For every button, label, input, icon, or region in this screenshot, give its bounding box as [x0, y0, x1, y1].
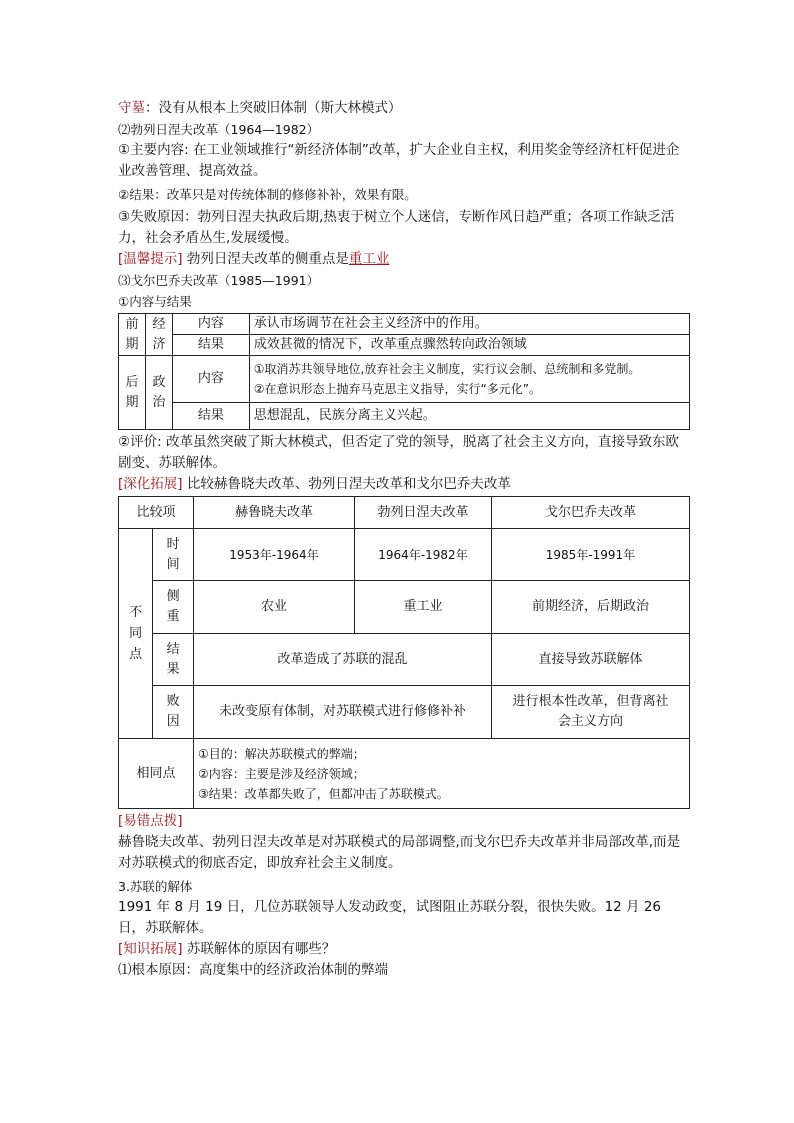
section-heading: ⑶戈尔巴乔夫改革（1985—1991）: [118, 273, 320, 288]
cell-time-a: 1953年-1964年: [194, 529, 355, 581]
cell-result-label: 结果: [153, 634, 194, 686]
cell-result-c: 直接导致苏联解体: [492, 634, 690, 686]
cell-same-content: ①目的：解决苏联模式的弊端； ②内容：主要是涉及经济领域； ③结果：改革都失败了，但都冲击了苏联模式。: [194, 739, 690, 809]
document-page: [118, 98, 690, 981]
cell-time-b: 1964年-1982年: [355, 529, 492, 581]
cell-result-label: 结果: [173, 335, 250, 356]
cell-content-label: 内容: [173, 314, 250, 335]
cell-focus-label: 侧重: [153, 581, 194, 634]
cell-fail-label: 败因: [153, 686, 194, 739]
header-gorbachev: 戈尔巴乔夫改革: [492, 497, 690, 529]
tip-line: [温馨提示] 勃列日涅夫改革的侧重点是重工业: [118, 251, 390, 267]
paragraph: ②结果：改革只是对传统体制的修修补补，效果有限。: [118, 187, 417, 202]
cell-early: 前期: [119, 314, 146, 356]
cell-late: 后期: [119, 356, 146, 430]
tag-label: [易错点拨]: [118, 813, 183, 829]
cell-fail-ab: 未改变原有体制，对苏联模式进行修修补补: [194, 686, 492, 739]
cell-time-label: 时间: [153, 529, 194, 581]
header-item: 比较项: [119, 497, 194, 529]
cell-result-label: 结果: [173, 403, 250, 430]
cell-focus-c: 前期经济，后期政治: [492, 581, 690, 634]
underlined-answer: 重工业: [348, 251, 390, 267]
cell-econ-result: 成效甚微的情况下，改革重点骤然转向政治领域: [249, 335, 689, 356]
gorbachev-table: [118, 313, 690, 430]
cell-pol-content: ①取消苏共领导地位,放弃社会主义制度，实行议会制、总统制和多党制。 ②在意识形态上抛弃马克思主义指导，实行“多元化”。: [249, 356, 689, 403]
paragraph: 赫鲁晓夫改革、勃列日涅夫改革是对苏联模式的局部调整,而戈尔巴乔夫改革并非局部改革,而是对苏联模式的彻底否定，即放弃社会主义制度。: [118, 834, 681, 871]
section-heading: 3.苏联的解体: [118, 879, 193, 894]
tag-label: 守墓: [118, 100, 145, 116]
tag-line: [118, 811, 690, 832]
cell-same-label: 相同点: [119, 739, 194, 809]
cell-politics: 政治: [146, 356, 173, 430]
cell-economy: 经济: [146, 314, 173, 356]
cell-content-label: 内容: [173, 356, 250, 403]
sub-heading: ①内容与结果: [118, 294, 192, 309]
paragraph: 1991 年 8 月 19 日，几位苏联领导人发动政变，试图阻止苏联分裂，很快失败。12 月 26 日，苏联解体。: [118, 899, 662, 936]
paragraph: ①主要内容: 在工业领域推行“新经济体制”改革，扩大企业自主权，利用奖金等经济杠杆促进企业改善管理、提高效益。: [118, 142, 680, 179]
section-heading: ⑵勃列日涅夫改革（1964—1982）: [118, 122, 320, 137]
cell-fail-c: 进行根本性改革，但背离社会主义方向: [492, 686, 690, 739]
cell-econ-content: 承认市场调节在社会主义经济中的作用。: [249, 314, 689, 335]
paragraph: ②评价: 改革虽然突破了斯大林模式，但否定了党的领导，脱离了社会主义方向，直接导致东欧剧变、苏联解体。: [118, 434, 679, 471]
paragraph: ⑴根本原因：高度集中的经济政治体制的弊端: [118, 962, 388, 978]
cell-pol-result: 思想混乱，民族分离主义兴起。: [249, 403, 689, 430]
tag-label: [知识拓展]: [118, 941, 183, 957]
header-brezhnev: 勃列日涅夫改革: [355, 497, 492, 529]
header-khrushchev: 赫鲁晓夫改革: [194, 497, 355, 529]
text-line: 守墓：没有从根本上突破旧体制（斯大林模式）: [118, 100, 402, 116]
cell-focus-b: 重工业: [355, 581, 492, 634]
cell-time-c: 1985年-1991年: [492, 529, 690, 581]
tag-label: [深化拓展]: [118, 476, 183, 492]
cell-result-ab: 改革造成了苏联的混乱: [194, 634, 492, 686]
paragraph: ③失败原因：勃列日涅夫执政后期,热衷于树立个人迷信，专断作风日趋严重；各项工作缺乏活力，社会矛盾丛生,发展缓慢。: [118, 209, 675, 246]
tag-label: [温馨提示]: [118, 251, 183, 267]
tip-line: [深化拓展] 比较赫鲁晓夫改革、勃列日涅夫改革和戈尔巴乔夫改革: [118, 476, 511, 492]
comparison-table: [118, 496, 690, 809]
cell-focus-a: 农业: [194, 581, 355, 634]
tip-line: [知识拓展] 苏联解体的原因有哪些？: [118, 941, 336, 957]
cell-diff: 不同点: [119, 529, 153, 739]
